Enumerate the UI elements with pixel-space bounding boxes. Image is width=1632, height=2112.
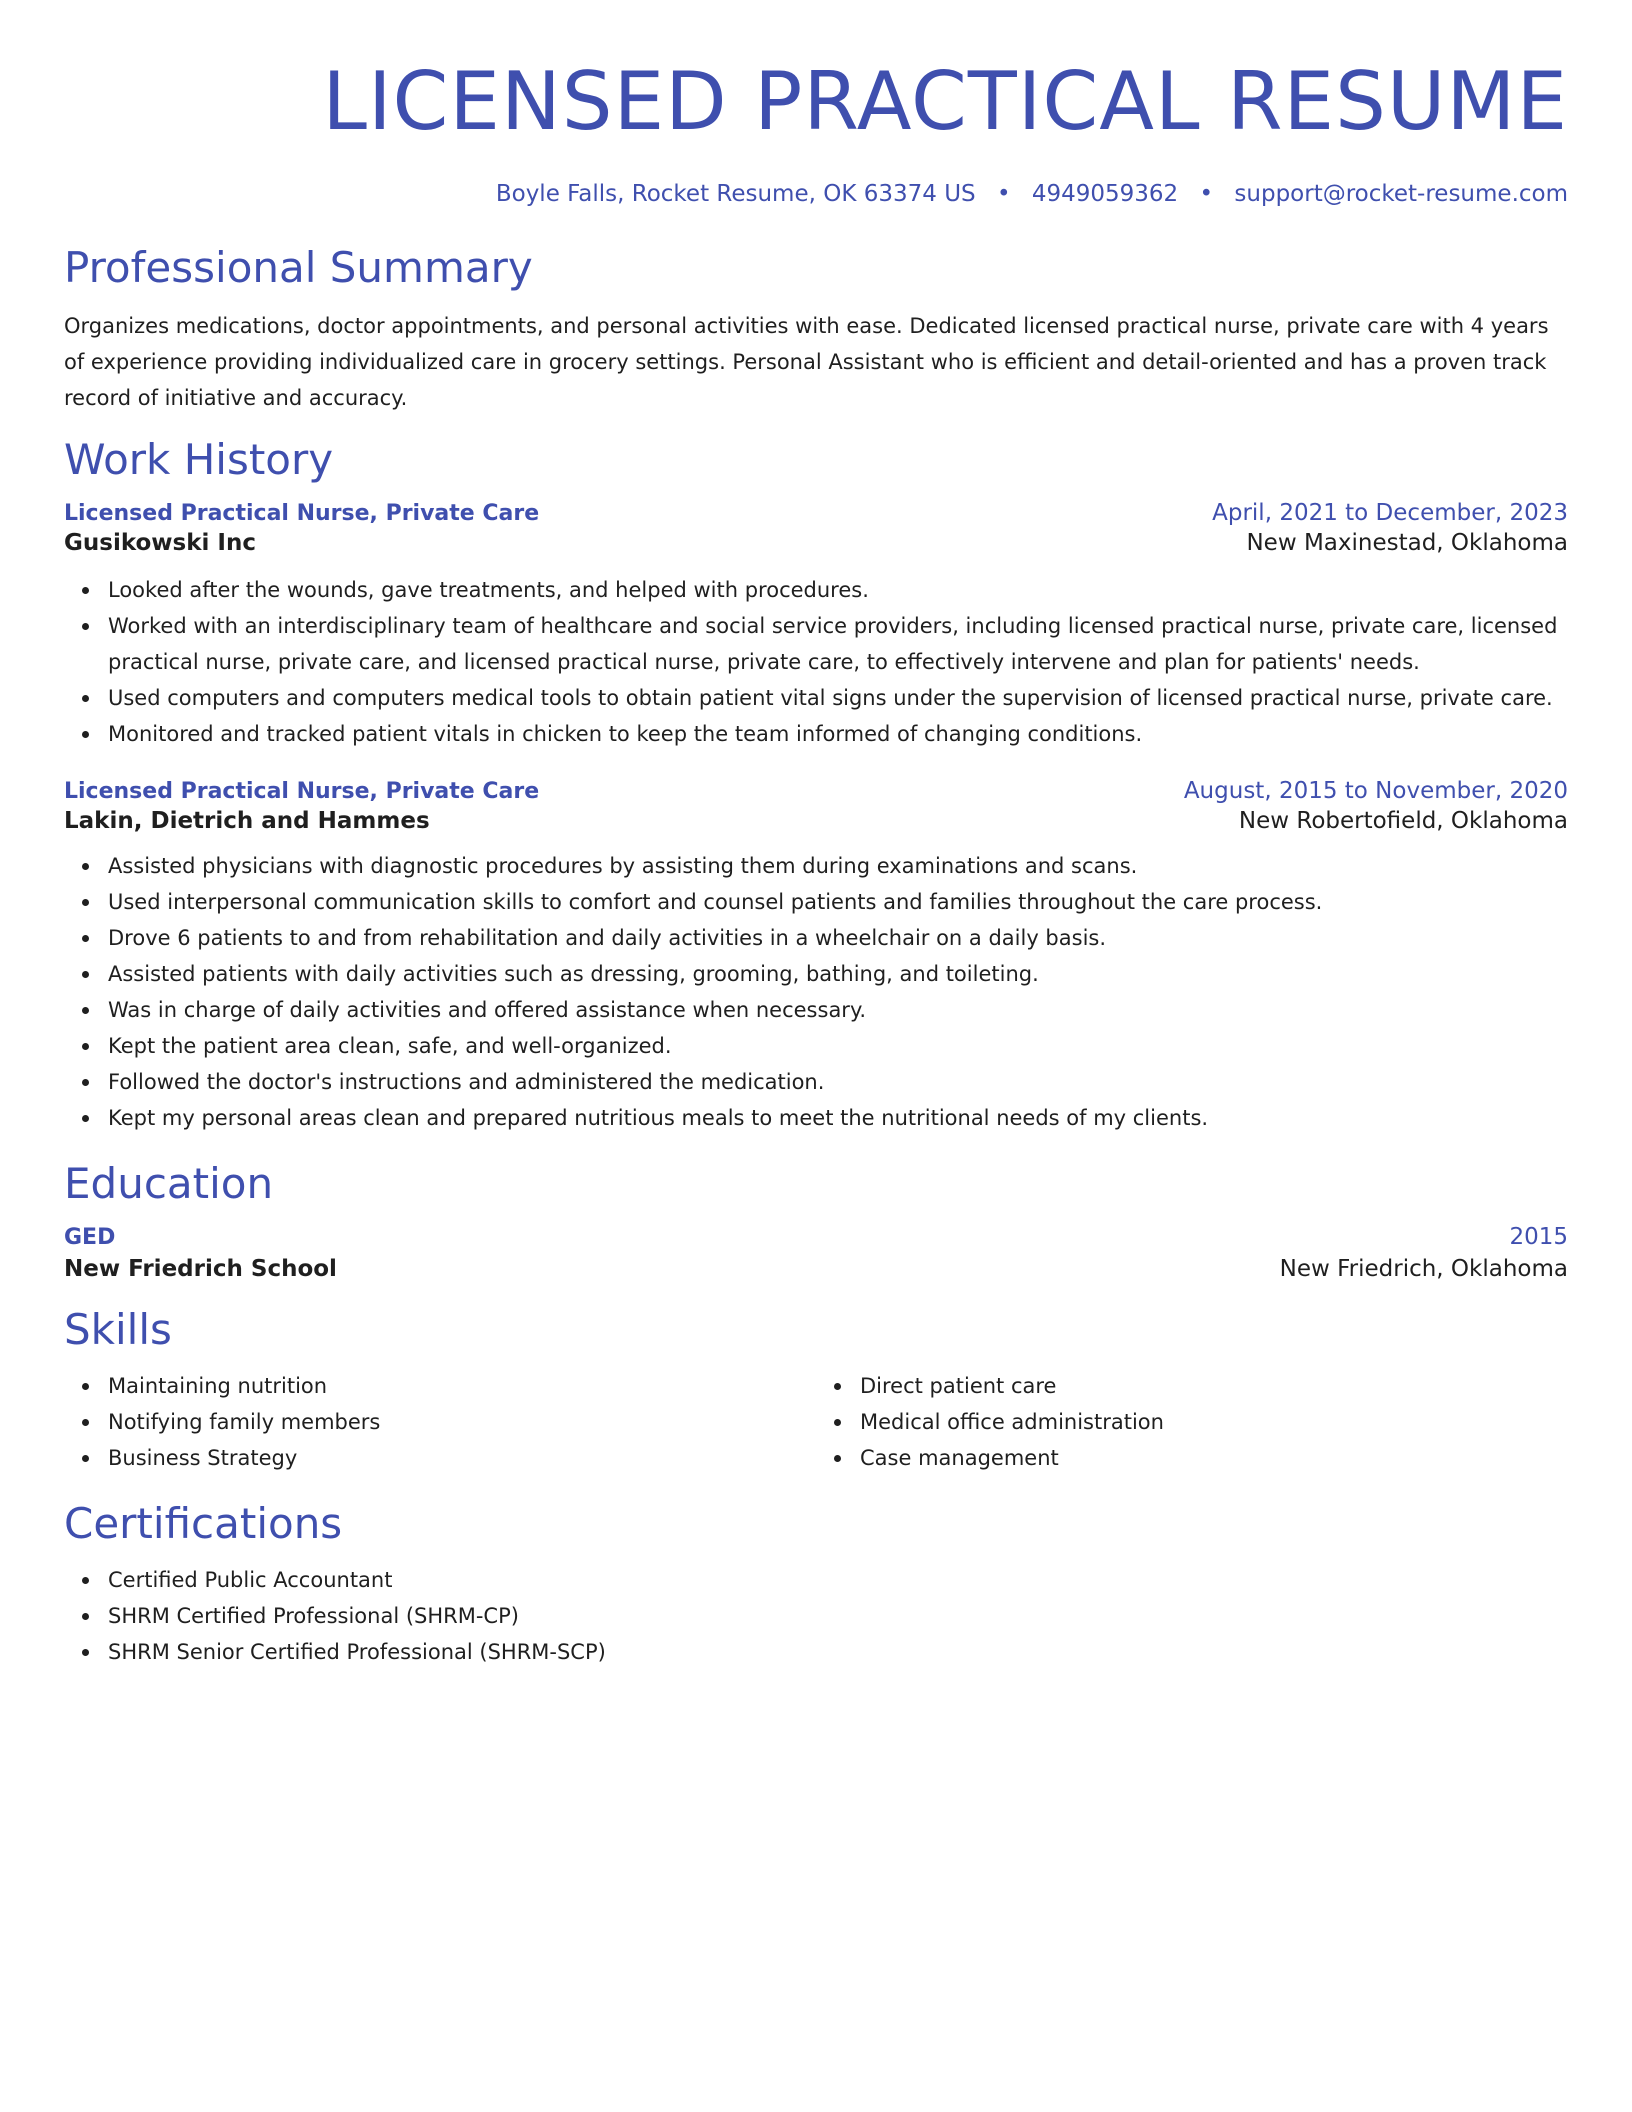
job-entry: [64, 778, 1568, 1136]
section-title-certifications: Certifications: [64, 1499, 343, 1548]
job-dates: April, 2021 to December, 2023: [1212, 500, 1568, 526]
skills-list: [64, 1368, 816, 1476]
skills-column-left: [64, 1368, 816, 1476]
job-bullet: Was in charge of daily activities and offered assistance when necessary.: [108, 992, 1568, 1028]
job-title: Licensed Practical Nurse, Private Care: [64, 779, 540, 804]
skills-list: [816, 1368, 1568, 1476]
job-location: New Maxinestad, Oklahoma: [1246, 530, 1568, 556]
contact-line: [64, 178, 1568, 210]
skill-item: Business Strategy: [108, 1440, 816, 1476]
job-bullet: Assisted patients with daily activities such as dressing, grooming, bathing, and toileting.: [108, 956, 1568, 992]
job-entry: [64, 500, 1568, 752]
certification-item: SHRM Senior Certified Professional (SHRM-SCP): [108, 1634, 1568, 1670]
contact-address: Boyle Falls, Rocket Resume, OK 63374 US: [495, 181, 976, 207]
education-year: 2015: [1509, 1224, 1568, 1250]
job-header-row: [64, 778, 1568, 804]
job-company-row: [64, 530, 1568, 556]
job-dates: August, 2015 to November, 2020: [1183, 778, 1568, 804]
job-company: Gusikowski Inc: [64, 530, 256, 556]
job-company: Lakin, Dietrich and Hammes: [64, 808, 430, 834]
job-company-row: [64, 808, 1568, 834]
education-school: New Friedrich School: [64, 1256, 337, 1282]
job-bullet: Worked with an interdisciplinary team of healthcare and social service providers, including licensed practical nurse, private care, licensed practical nurse, private care, and licensed practical nurse, private care, to effectively intervene and plan for patients' needs.: [108, 608, 1568, 680]
job-bullets: [64, 572, 1568, 752]
section-title-skills: Skills: [64, 1305, 172, 1354]
skill-item: Notifying family members: [108, 1404, 816, 1440]
education-location: New Friedrich, Oklahoma: [1279, 1256, 1568, 1282]
certifications-list: [64, 1562, 1568, 1670]
job-bullet: Looked after the wounds, gave treatments, and helped with procedures.: [108, 572, 1568, 608]
job-bullet: Kept the patient area clean, safe, and well-organized.: [108, 1028, 1568, 1064]
section-title-work-history: Work History: [64, 435, 334, 484]
summary-text: Organizes medications, doctor appointments, and personal activities with ease. Dedicated licensed practical nurse, private care with 4 years of experience providing individualized care in grocery settings. Personal Assistant who is efficient and detail-oriented and has a proven track record of initiative and accuracy.: [64, 314, 1549, 410]
job-title: Licensed Practical Nurse, Private Care: [64, 501, 540, 526]
job-location: New Robertofield, Oklahoma: [1238, 808, 1568, 834]
skill-item: Maintaining nutrition: [108, 1368, 816, 1404]
contact-phone: 4949059362: [1031, 181, 1179, 207]
job-bullet: Kept my personal areas clean and prepared nutritious meals to meet the nutritional needs of my clients.: [108, 1100, 1568, 1136]
job-bullet: Assisted physicians with diagnostic procedures by assisting them during examinations and scans.: [108, 848, 1568, 884]
job-header-row: [64, 500, 1568, 526]
contact-separator: •: [1199, 181, 1214, 207]
contact-separator: •: [996, 181, 1011, 207]
certification-item: SHRM Certified Professional (SHRM-CP): [108, 1598, 1568, 1634]
job-bullet: Followed the doctor's instructions and administered the medication.: [108, 1064, 1568, 1100]
education-entry: [64, 1224, 1568, 1282]
contact-email: support@rocket-resume.com: [1234, 181, 1568, 207]
job-bullet: Monitored and tracked patient vitals in chicken to keep the team informed of changing conditions.: [108, 716, 1568, 752]
certification-item: Certified Public Accountant: [108, 1562, 1568, 1598]
job-bullet: Drove 6 patients to and from rehabilitation and daily activities in a wheelchair on a daily basis.: [108, 920, 1568, 956]
education-header-row: [64, 1224, 1568, 1250]
job-bullet: Used computers and computers medical tools to obtain patient vital signs under the supervision of licensed practical nurse, private care.: [108, 680, 1568, 716]
section-title-education: Education: [64, 1159, 274, 1208]
section-title-summary: Professional Summary: [64, 243, 533, 292]
skill-item: Medical office administration: [860, 1404, 1568, 1440]
job-bullet: Used interpersonal communication skills to comfort and counsel patients and families throughout the care process.: [108, 884, 1568, 920]
job-bullets: [64, 848, 1568, 1136]
skills-column-right: [816, 1368, 1568, 1476]
education-degree: GED: [64, 1225, 116, 1250]
skill-item: Direct patient care: [860, 1368, 1568, 1404]
skill-item: Case management: [860, 1440, 1568, 1476]
education-school-row: [64, 1256, 1568, 1282]
resume-title: LICENSED PRACTICAL RESUME: [322, 55, 1568, 148]
resume-header: [64, 52, 1568, 210]
skills-grid: [64, 1368, 1568, 1476]
